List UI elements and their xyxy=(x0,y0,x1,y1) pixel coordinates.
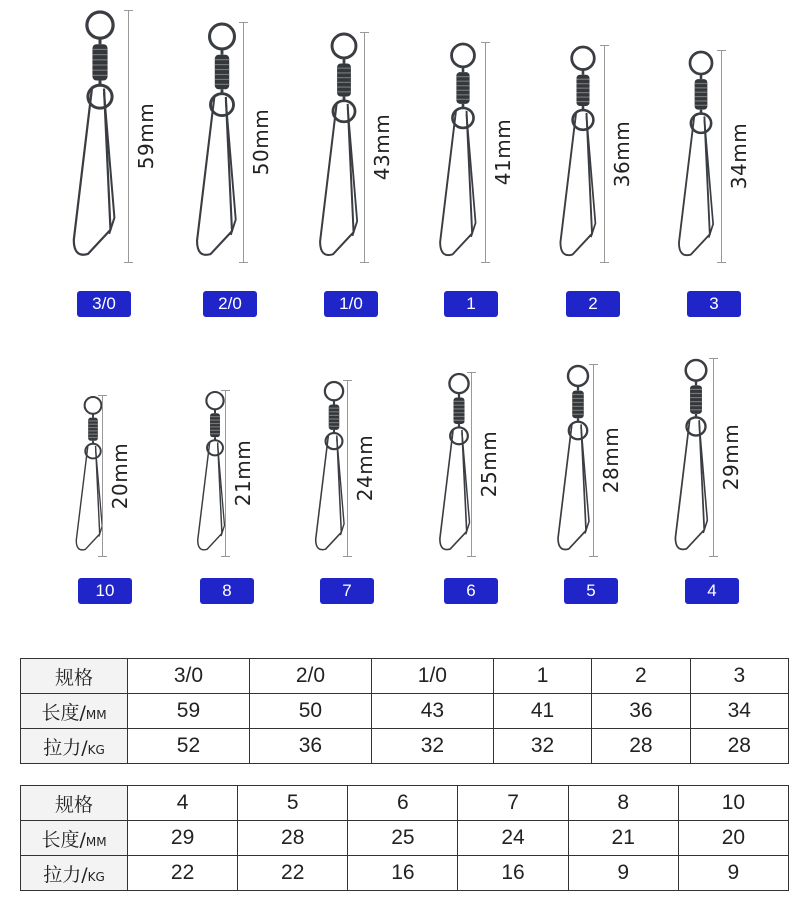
dimension-line xyxy=(128,10,129,262)
table-cell: 32 xyxy=(493,729,591,764)
table-row-strength xyxy=(21,856,789,891)
table-cell: 50 xyxy=(249,694,371,729)
dimension-line xyxy=(225,390,226,556)
dimension-tick xyxy=(343,380,352,381)
size-badge: 2/0 xyxy=(203,291,257,317)
dimension-line xyxy=(485,42,486,262)
dimension-label: 21mm xyxy=(231,439,255,507)
dimension-line xyxy=(604,45,605,262)
table-cell: 16 xyxy=(458,856,568,891)
dimension-tick xyxy=(589,556,598,557)
table-cell: 28 xyxy=(592,729,690,764)
size-badge: 7 xyxy=(320,578,374,604)
size-badge: 2 xyxy=(566,291,620,317)
dimension-tick xyxy=(709,358,718,359)
dimension-label: 43mm xyxy=(370,113,394,181)
dimension-tick xyxy=(360,262,369,263)
table-cell: 43 xyxy=(371,694,493,729)
size-badge: 1 xyxy=(444,291,498,317)
size-badge: 10 xyxy=(78,578,132,604)
dimension-label: 50mm xyxy=(249,108,273,176)
spec-table-small-sizes xyxy=(20,785,789,891)
table-cell: 5 xyxy=(238,786,348,821)
dimension-tick xyxy=(600,262,609,263)
table-cell: 25 xyxy=(348,821,458,856)
swivel-image xyxy=(65,10,135,262)
table-cell: 41 xyxy=(493,694,591,729)
table-cell: 3/0 xyxy=(128,659,250,694)
size-badge: 8 xyxy=(200,578,254,604)
dimension-line xyxy=(347,380,348,556)
size-badge: 6 xyxy=(444,578,498,604)
table-cell: 21 xyxy=(568,821,678,856)
table-cell: 22 xyxy=(238,856,348,891)
row-header-strength: 拉力/KG xyxy=(21,856,128,891)
table-cell: 29 xyxy=(128,821,238,856)
table-cell: 28 xyxy=(238,821,348,856)
dimension-tick xyxy=(221,556,230,557)
dimension-tick xyxy=(360,32,369,33)
dimension-label: 29mm xyxy=(719,423,743,491)
swivel-image xyxy=(666,50,736,262)
dimension-tick xyxy=(717,262,726,263)
table-cell: 9 xyxy=(568,856,678,891)
table-cell: 32 xyxy=(371,729,493,764)
dimension-label: 36mm xyxy=(610,120,634,187)
dimension-label: 41mm xyxy=(491,118,515,186)
dimension-line xyxy=(364,32,365,262)
dimension-tick xyxy=(467,372,476,373)
table-cell: 1 xyxy=(493,659,591,694)
dimension-label: 24mm xyxy=(353,434,377,502)
table-cell: 2 xyxy=(592,659,690,694)
table-row-size xyxy=(21,659,789,694)
table-cell: 9 xyxy=(678,856,788,891)
swivel-image xyxy=(309,32,379,262)
dimension-tick xyxy=(239,22,248,23)
dimension-line xyxy=(593,364,594,556)
dimension-label: 59mm xyxy=(134,102,158,170)
table-cell: 6 xyxy=(348,786,458,821)
dimension-line xyxy=(471,372,472,556)
table-row-strength xyxy=(21,729,789,764)
table-cell: 10 xyxy=(678,786,788,821)
table-cell: 3 xyxy=(690,659,788,694)
spec-table-large-sizes xyxy=(20,658,789,764)
table-row-length xyxy=(21,694,789,729)
dimension-line xyxy=(713,358,714,556)
size-badge: 5 xyxy=(564,578,618,604)
row-header-strength: 拉力/KG xyxy=(21,729,128,764)
dimension-line xyxy=(243,22,244,262)
size-badge: 3/0 xyxy=(77,291,131,317)
table-cell: 8 xyxy=(568,786,678,821)
table-cell: 2/0 xyxy=(249,659,371,694)
table-cell: 59 xyxy=(128,694,250,729)
dimension-tick xyxy=(98,556,107,557)
table-cell: 7 xyxy=(458,786,568,821)
dimension-tick xyxy=(98,395,107,396)
table-cell: 16 xyxy=(348,856,458,891)
size-badge: 4 xyxy=(685,578,739,604)
dimension-tick xyxy=(343,556,352,557)
size-badge: 3 xyxy=(687,291,741,317)
row-header-length: 长度/MM xyxy=(21,694,128,729)
dimension-tick xyxy=(600,45,609,46)
dimension-tick xyxy=(589,364,598,365)
size-badge: 1/0 xyxy=(324,291,378,317)
dimension-tick xyxy=(717,50,726,51)
dimension-tick xyxy=(481,262,490,263)
swivel-image xyxy=(187,22,257,262)
dimension-tick xyxy=(124,10,133,11)
table-row-size xyxy=(21,786,789,821)
dimension-tick xyxy=(709,556,718,557)
table-cell: 22 xyxy=(128,856,238,891)
dimension-line xyxy=(721,50,722,262)
dimension-label: 25mm xyxy=(477,430,501,498)
dimension-label: 34mm xyxy=(727,122,751,190)
table-cell: 36 xyxy=(249,729,371,764)
swivel-image xyxy=(428,42,498,262)
row-header-size: 规格 xyxy=(21,659,128,694)
row-header-length: 长度/MM xyxy=(21,821,128,856)
table-cell: 52 xyxy=(128,729,250,764)
dimension-tick xyxy=(467,556,476,557)
dimension-tick xyxy=(221,390,230,391)
table-row-length xyxy=(21,821,789,856)
swivel-image xyxy=(548,45,618,262)
dimension-label: 28mm xyxy=(599,426,623,494)
dimension-label: 20mm xyxy=(108,442,132,509)
table-cell: 36 xyxy=(592,694,690,729)
dimension-tick xyxy=(239,262,248,263)
table-cell: 20 xyxy=(678,821,788,856)
table-cell: 28 xyxy=(690,729,788,764)
dimension-line xyxy=(102,395,103,556)
dimension-tick xyxy=(124,262,133,263)
table-cell: 1/0 xyxy=(371,659,493,694)
table-cell: 4 xyxy=(128,786,238,821)
table-cell: 34 xyxy=(690,694,788,729)
table-cell: 24 xyxy=(458,821,568,856)
row-header-size: 规格 xyxy=(21,786,128,821)
dimension-tick xyxy=(481,42,490,43)
